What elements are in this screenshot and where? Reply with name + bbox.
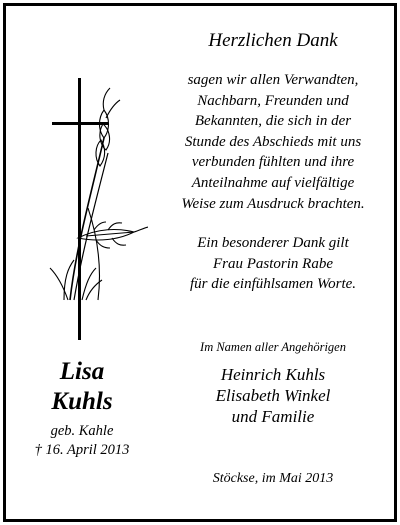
special-thanks-line: Frau Pastorin Rabe bbox=[213, 255, 333, 272]
special-thanks-line: Ein besonderer Dank gilt bbox=[197, 235, 349, 251]
family-name: und Familie bbox=[231, 407, 315, 426]
place-date: Stöckse, im Mai 2013 bbox=[212, 471, 334, 486]
family-names bbox=[158, 364, 388, 427]
thanks-paragraph bbox=[158, 70, 388, 214]
family-name: Heinrich Kuhls bbox=[220, 365, 326, 384]
deceased-first-name: Lisa bbox=[59, 358, 105, 385]
birth-name: geb. Kahle bbox=[50, 423, 114, 439]
special-thanks-paragraph bbox=[158, 233, 388, 295]
thanks-line: Nachbarn, Freunden und bbox=[197, 92, 349, 109]
death-date: † 16. April 2013 bbox=[34, 442, 130, 458]
special-thanks-line: für die einfühlsamen Worte. bbox=[189, 276, 357, 293]
thanks-line: Weise zum Ausdruck brachten. bbox=[181, 195, 365, 212]
cross-with-wheat-icon bbox=[38, 78, 148, 340]
thanks-line: verbunden fühlten und ihre bbox=[191, 154, 355, 171]
thanks-line: sagen wir allen Verwandten, bbox=[187, 72, 359, 88]
thanks-line: Bekannten, die sich in der bbox=[194, 113, 352, 130]
thanks-line: Stunde des Abschieds mit uns bbox=[184, 133, 362, 150]
family-name: Elisabeth Winkel bbox=[215, 386, 331, 405]
deceased-last-name: Kuhls bbox=[51, 388, 113, 415]
names-intro: Im Namen aller Angehörigen bbox=[200, 340, 346, 354]
page-title: Herzlichen Dank bbox=[208, 30, 338, 51]
thanks-line: Anteilnahme auf vielfältige bbox=[191, 174, 355, 191]
